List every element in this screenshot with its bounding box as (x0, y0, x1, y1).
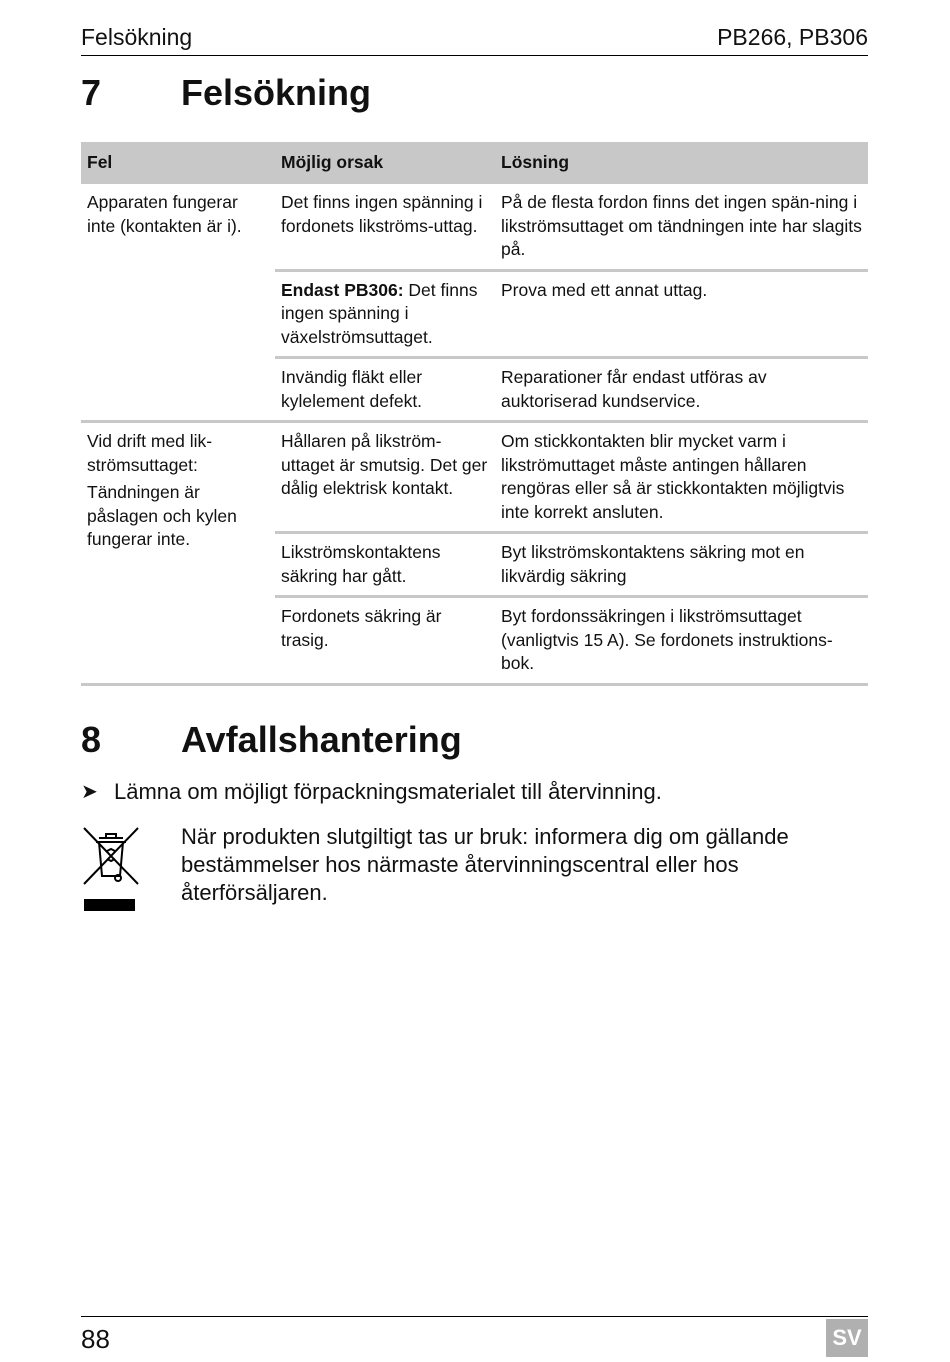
disposal-instruction (81, 777, 662, 807)
cause-text: Det finns ingen spänning i växelströmsuttaget. (281, 279, 478, 347)
header-model-names: PB266, PB306 (717, 24, 868, 50)
fault-text: Vid drift med lik-strömsuttaget: (87, 431, 213, 475)
cause-text: Invändig fläkt eller kylelement defekt. (281, 367, 423, 411)
cause-cell (275, 533, 495, 597)
solution-cell: Byt likströmskontaktens säkring mot en likvärdig säkring (495, 533, 868, 597)
section-heading-disposal (81, 719, 462, 761)
solution-cell: Byt fordonssäkringen i likströmsuttaget (vanligtvis 15 A). Se fordonets instruktions-bok. (495, 597, 868, 685)
troubleshooting-table (81, 142, 868, 686)
page-footer (81, 1316, 868, 1354)
page-number: 88 (81, 1324, 110, 1354)
cause-text: Likströmskontaktens säkring har gått. (281, 542, 441, 586)
solution-cell: Prova med ett annat uttag. (495, 270, 868, 358)
running-header (81, 22, 868, 56)
solution-cell: Om stickkontakten blir mycket varm i likströmuttaget måste antingen hållaren rengöras eller så är stickkontakten möjligtvis inte korrekt ansluten. (495, 422, 868, 533)
section-heading-troubleshooting (81, 72, 371, 114)
instruction-text: Lämna om möjligt förpackningsmaterialet till återvinning. (114, 779, 662, 804)
table-row (81, 422, 868, 533)
section-number: 7 (81, 72, 102, 113)
fault-cell (81, 184, 275, 422)
section-title: Avfallshantering (181, 719, 462, 760)
solution-cell: Reparationer får endast utföras av auktoriserad kundservice. (495, 358, 868, 422)
table-row (81, 184, 868, 270)
cause-text: Det finns ingen spänning i fordonets likströms-uttag. (281, 192, 483, 236)
fault-text: Tändningen är påslagen och kylen fungerar inte. (87, 482, 237, 549)
cause-bold-prefix: Endast PB306: (281, 279, 404, 300)
language-badge: SV (826, 1319, 868, 1357)
fault-cell (81, 422, 275, 685)
crossed-out-wheelie-bin-icon (81, 825, 141, 915)
cause-text: Hållaren på likström-uttaget är smutsig. Det ger dålig elektrisk kontakt. (281, 431, 488, 498)
header-chapter-title: Felsökning (81, 24, 193, 50)
column-header-cause: Möjlig orsak (275, 142, 495, 184)
section-number: 8 (81, 719, 102, 760)
column-header-solution: Lösning (495, 142, 868, 184)
cause-cell (275, 184, 495, 270)
cause-cell (275, 358, 495, 422)
column-header-fault: Fel (81, 142, 275, 184)
cause-cell (275, 270, 495, 358)
fault-text: Apparaten fungerar inte (kontakten är i). (87, 192, 242, 236)
table-header-row (81, 142, 868, 184)
section-title: Felsökning (181, 72, 372, 113)
disposal-text: När produkten slutgiltigt tas ur bruk: informera dig om gällande bestämmelser hos närmaste återvinningscentral eller hos återförsäljaren. (181, 824, 789, 905)
cause-text: Fordonets säkring är trasig. (281, 606, 442, 650)
arrow-bullet-icon: ➤ (81, 781, 98, 803)
cause-cell (275, 422, 495, 533)
cause-cell (275, 597, 495, 685)
solution-cell: På de flesta fordon finns det ingen spän-ning i likströmsuttaget om tändningen inte har slagits på. (495, 184, 868, 270)
